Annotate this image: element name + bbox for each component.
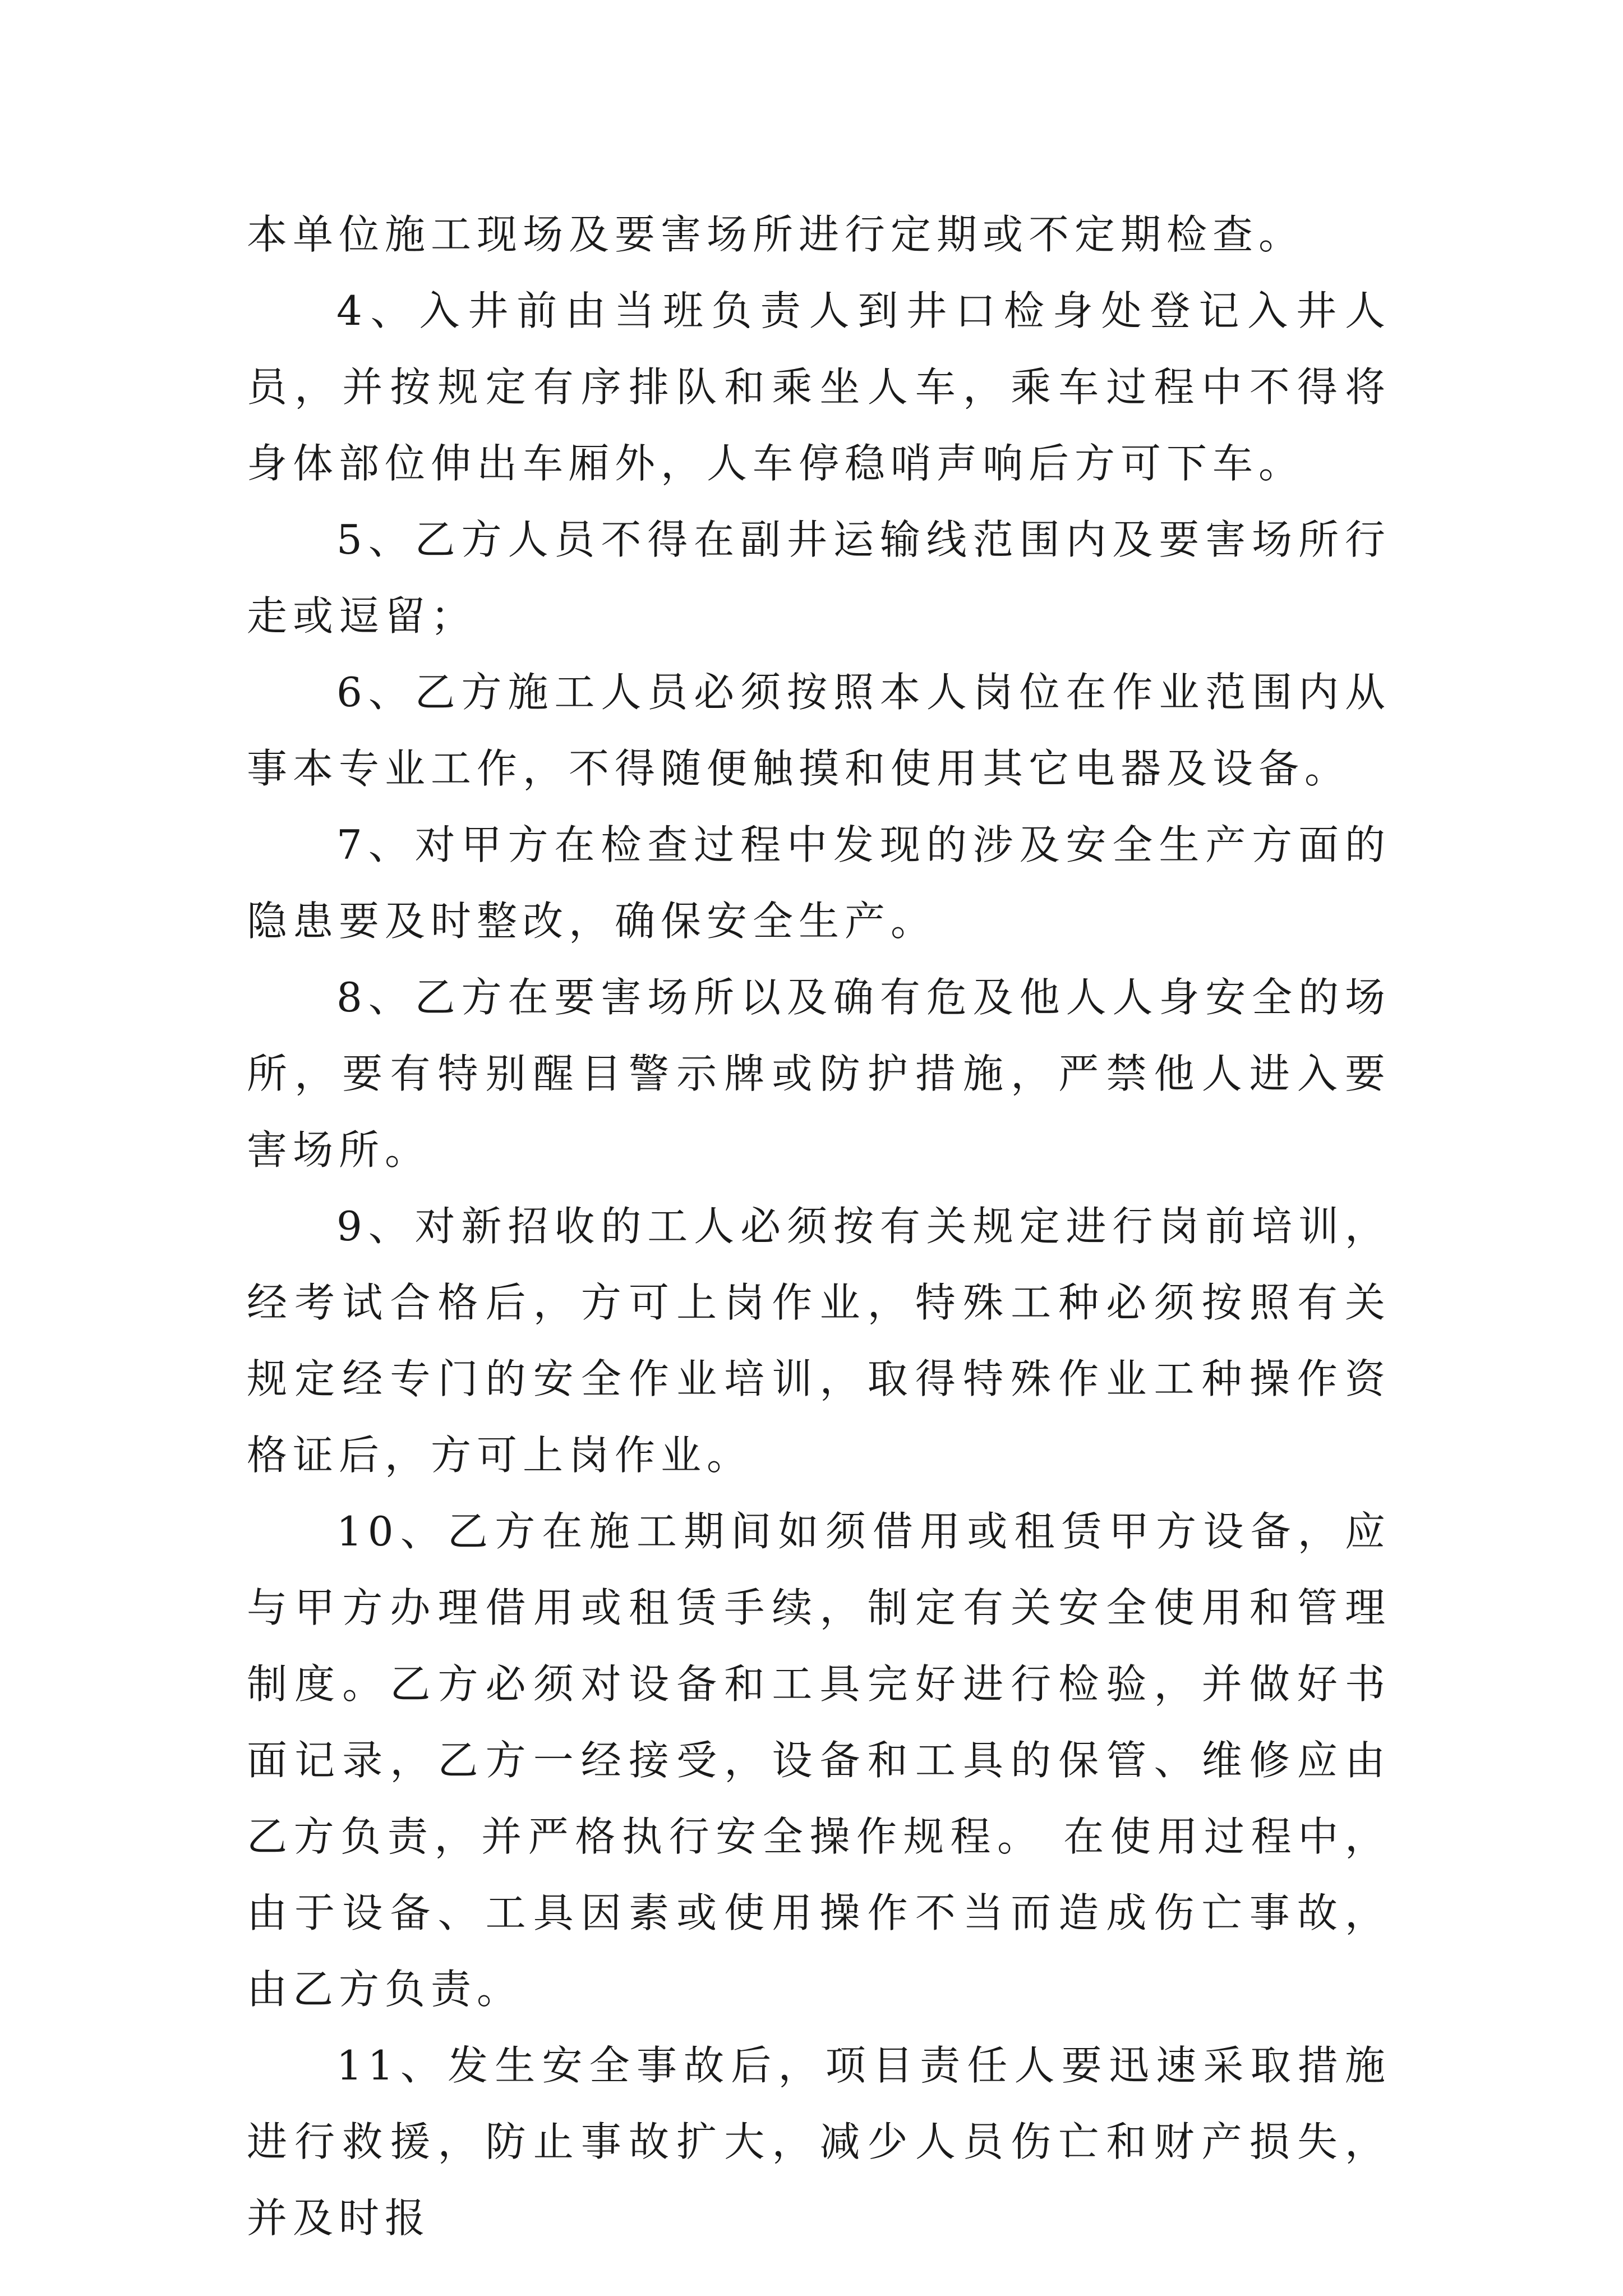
paragraph-item-7: 7、对甲方在检查过程中发现的涉及安全生产方面的隐患要及时整改，确保安全生产。 xyxy=(247,821,1391,945)
paragraph-item-6: 6、乙方施工人员必须按照本人岗位在作业范围内从事本专业工作，不得随便触摸和使用其它电器及设备。 xyxy=(247,669,1391,792)
paragraph-item-10: 10、乙方在施工期间如须借用或租赁甲方设备，应与甲方办理借用或租赁手续，制定有关安全使用和管理制度。乙方必须对设备和工具完好进行检验，并做好书面记录，乙方一经接受，设备和工具的保管、维修应由乙方负责，并严格执行安全操作规程。 在使用过程中，由于设备、工具因素或使用操作不当而造成伤亡事故，由乙方负责。 xyxy=(247,1508,1391,2013)
paragraph-continuation: 本单位施工现场及要害场所进行定期或不定期检查。 xyxy=(247,211,1305,258)
paragraph-item-4: 4、入井前由当班负责人到井口检身处登记入井人员，并按规定有序排队和乘坐人车，乘车过程中不得将身体部位伸出车厢外，人车停稳哨声响后方可下车。 xyxy=(247,287,1391,487)
paragraph-item-9: 9、对新招收的工人必须按有关规定进行岗前培训，经考试合格后，方可上岗作业，特殊工种必须按照有关规定经专门的安全作业培训，取得特殊作业工种操作资格证后，方可上岗作业。 xyxy=(247,1203,1391,1479)
paragraph-item-11: 11、发生安全事故后，项目责任人要迅速采取措施进行救援，防止事故扩大，减少人员伤亡和财产损失，并及时报 xyxy=(247,2042,1391,2242)
paragraph-item-8: 8、乙方在要害场所以及确有危及他人人身安全的场所，要有特别醒目警示牌或防护措施，严禁他人进入要害场所。 xyxy=(247,974,1391,1174)
paragraph-item-5: 5、乙方人员不得在副井运输线范围内及要害场所行走或逗留； xyxy=(247,516,1391,639)
document-body xyxy=(247,196,1391,2256)
